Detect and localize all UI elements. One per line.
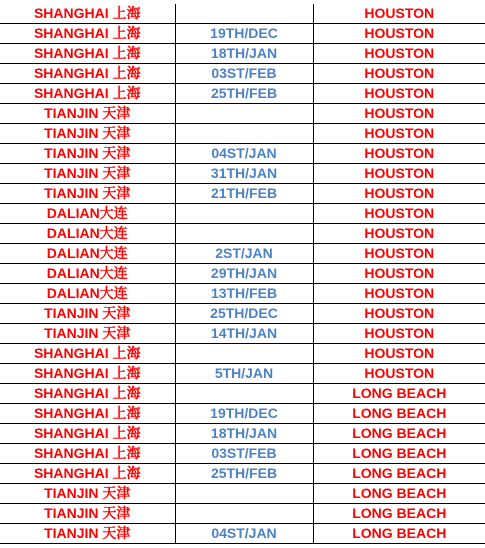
destination-port-cell[interactable]: LONG BEACH <box>313 504 485 524</box>
sailing-date-cell[interactable]: 31TH/JAN <box>175 164 313 184</box>
destination-port-cell[interactable]: HOUSTON <box>313 304 485 324</box>
sailing-date-cell[interactable]: 03ST/FEB <box>175 444 313 464</box>
origin-port-cell[interactable]: SHANGHAI 上海 <box>0 364 175 384</box>
origin-port-cell[interactable]: SHANGHAI 上海 <box>0 424 175 444</box>
sailing-date-cell[interactable]: 18TH/JAN <box>175 424 313 444</box>
sailing-date-cell[interactable] <box>175 124 313 144</box>
sailing-date-cell[interactable] <box>175 104 313 124</box>
destination-port-cell[interactable]: HOUSTON <box>313 44 485 64</box>
sailing-date-cell[interactable] <box>175 4 313 24</box>
origin-port-cell[interactable]: SHANGHAI 上海 <box>0 84 175 104</box>
destination-port-cell[interactable]: LONG BEACH <box>313 444 485 464</box>
destination-port-cell[interactable]: HOUSTON <box>313 4 485 24</box>
table-row[interactable] <box>0 4 485 24</box>
table-row[interactable] <box>0 144 485 164</box>
origin-port-cell[interactable]: SHANGHAI 上海 <box>0 444 175 464</box>
origin-port-cell[interactable]: DALIAN大连 <box>0 284 175 304</box>
sailing-date-cell[interactable]: 25TH/FEB <box>175 84 313 104</box>
origin-port-cell[interactable]: TIANJIN 天津 <box>0 124 175 144</box>
destination-port-cell[interactable]: LONG BEACH <box>313 384 485 404</box>
destination-port-cell[interactable]: HOUSTON <box>313 224 485 244</box>
sailing-date-cell[interactable]: 29TH/JAN <box>175 264 313 284</box>
sailing-date-cell[interactable]: 14TH/JAN <box>175 324 313 344</box>
table-row[interactable] <box>0 284 485 304</box>
destination-port-cell[interactable]: HOUSTON <box>313 104 485 124</box>
sailing-date-cell[interactable]: 2ST/JAN <box>175 244 313 264</box>
destination-port-cell[interactable]: HOUSTON <box>313 264 485 284</box>
sailing-date-cell[interactable]: 04ST/JAN <box>175 524 313 544</box>
sailing-date-cell[interactable]: 19TH/DEC <box>175 24 313 44</box>
sailing-date-cell[interactable]: 25TH/FEB <box>175 464 313 484</box>
table-row[interactable] <box>0 204 485 224</box>
table-row[interactable] <box>0 24 485 44</box>
origin-port-cell[interactable]: SHANGHAI 上海 <box>0 404 175 424</box>
origin-port-cell[interactable]: SHANGHAI 上海 <box>0 344 175 364</box>
origin-port-cell[interactable]: TIANJIN 天津 <box>0 484 175 504</box>
origin-port-cell[interactable]: TIANJIN 天津 <box>0 504 175 524</box>
destination-port-cell[interactable]: HOUSTON <box>313 324 485 344</box>
origin-port-cell[interactable]: DALIAN大连 <box>0 204 175 224</box>
destination-port-cell[interactable]: HOUSTON <box>313 24 485 44</box>
table-row[interactable] <box>0 484 485 504</box>
table-row[interactable] <box>0 224 485 244</box>
sailing-date-cell[interactable]: 25TH/DEC <box>175 304 313 324</box>
origin-port-cell[interactable]: TIANJIN 天津 <box>0 144 175 164</box>
destination-port-cell[interactable]: HOUSTON <box>313 184 485 204</box>
table-row[interactable] <box>0 504 485 524</box>
sailing-date-cell[interactable] <box>175 484 313 504</box>
origin-port-cell[interactable]: SHANGHAI 上海 <box>0 44 175 64</box>
destination-port-cell[interactable]: HOUSTON <box>313 204 485 224</box>
origin-port-cell[interactable]: SHANGHAI 上海 <box>0 24 175 44</box>
table-row[interactable] <box>0 344 485 364</box>
sailing-date-cell[interactable]: 13TH/FEB <box>175 284 313 304</box>
table-row[interactable] <box>0 264 485 284</box>
table-row[interactable] <box>0 524 485 544</box>
origin-port-cell[interactable]: SHANGHAI 上海 <box>0 4 175 24</box>
destination-port-cell[interactable]: HOUSTON <box>313 164 485 184</box>
origin-port-cell[interactable]: SHANGHAI 上海 <box>0 464 175 484</box>
schedule-rows <box>0 4 485 544</box>
table-row[interactable] <box>0 324 485 344</box>
origin-port-cell[interactable]: TIANJIN 天津 <box>0 184 175 204</box>
sailing-date-cell[interactable]: 04ST/JAN <box>175 144 313 164</box>
table-row[interactable] <box>0 64 485 84</box>
origin-port-cell[interactable]: DALIAN大连 <box>0 264 175 284</box>
sailing-date-cell[interactable]: 03ST/FEB <box>175 64 313 84</box>
origin-port-cell[interactable]: TIANJIN 天津 <box>0 104 175 124</box>
sailing-date-cell[interactable] <box>175 204 313 224</box>
schedule-sheet <box>0 4 485 544</box>
sailing-date-cell[interactable]: 21TH/FEB <box>175 184 313 204</box>
table-row[interactable] <box>0 364 485 384</box>
table-row[interactable] <box>0 124 485 144</box>
origin-port-cell[interactable]: TIANJIN 天津 <box>0 324 175 344</box>
origin-port-cell[interactable]: DALIAN大连 <box>0 224 175 244</box>
table-row[interactable] <box>0 164 485 184</box>
origin-port-cell[interactable]: TIANJIN 天津 <box>0 524 175 544</box>
sailing-date-cell[interactable] <box>175 384 313 404</box>
destination-port-cell[interactable]: HOUSTON <box>313 344 485 364</box>
sailing-date-cell[interactable] <box>175 504 313 524</box>
table-row[interactable] <box>0 404 485 424</box>
table-row[interactable] <box>0 444 485 464</box>
destination-port-cell[interactable]: LONG BEACH <box>313 404 485 424</box>
destination-port-cell[interactable]: HOUSTON <box>313 364 485 384</box>
sailing-date-cell[interactable]: 5TH/JAN <box>175 364 313 384</box>
origin-port-cell[interactable]: TIANJIN 天津 <box>0 164 175 184</box>
table-row[interactable] <box>0 84 485 104</box>
table-row[interactable] <box>0 244 485 264</box>
table-row[interactable] <box>0 184 485 204</box>
table-row[interactable] <box>0 384 485 404</box>
sailing-date-cell[interactable] <box>175 344 313 364</box>
destination-port-cell[interactable]: LONG BEACH <box>313 484 485 504</box>
table-row[interactable] <box>0 304 485 324</box>
destination-port-cell[interactable]: HOUSTON <box>313 244 485 264</box>
table-row[interactable] <box>0 104 485 124</box>
table-row[interactable] <box>0 424 485 444</box>
destination-port-cell[interactable]: HOUSTON <box>313 84 485 104</box>
destination-port-cell[interactable]: LONG BEACH <box>313 424 485 444</box>
sailing-date-cell[interactable]: 18TH/JAN <box>175 44 313 64</box>
destination-port-cell[interactable]: HOUSTON <box>313 144 485 164</box>
destination-port-cell[interactable]: HOUSTON <box>313 284 485 304</box>
origin-port-cell[interactable]: DALIAN大连 <box>0 244 175 264</box>
origin-port-cell[interactable]: SHANGHAI 上海 <box>0 384 175 404</box>
sailing-date-cell[interactable]: 19TH/DEC <box>175 404 313 424</box>
origin-port-cell[interactable]: SHANGHAI 上海 <box>0 64 175 84</box>
destination-port-cell[interactable]: LONG BEACH <box>313 524 485 544</box>
schedule-table <box>0 4 485 544</box>
origin-port-cell[interactable]: TIANJIN 天津 <box>0 304 175 324</box>
destination-port-cell[interactable]: HOUSTON <box>313 64 485 84</box>
destination-port-cell[interactable]: HOUSTON <box>313 124 485 144</box>
table-row[interactable] <box>0 44 485 64</box>
destination-port-cell[interactable]: LONG BEACH <box>313 464 485 484</box>
table-row[interactable] <box>0 464 485 484</box>
sailing-date-cell[interactable] <box>175 224 313 244</box>
